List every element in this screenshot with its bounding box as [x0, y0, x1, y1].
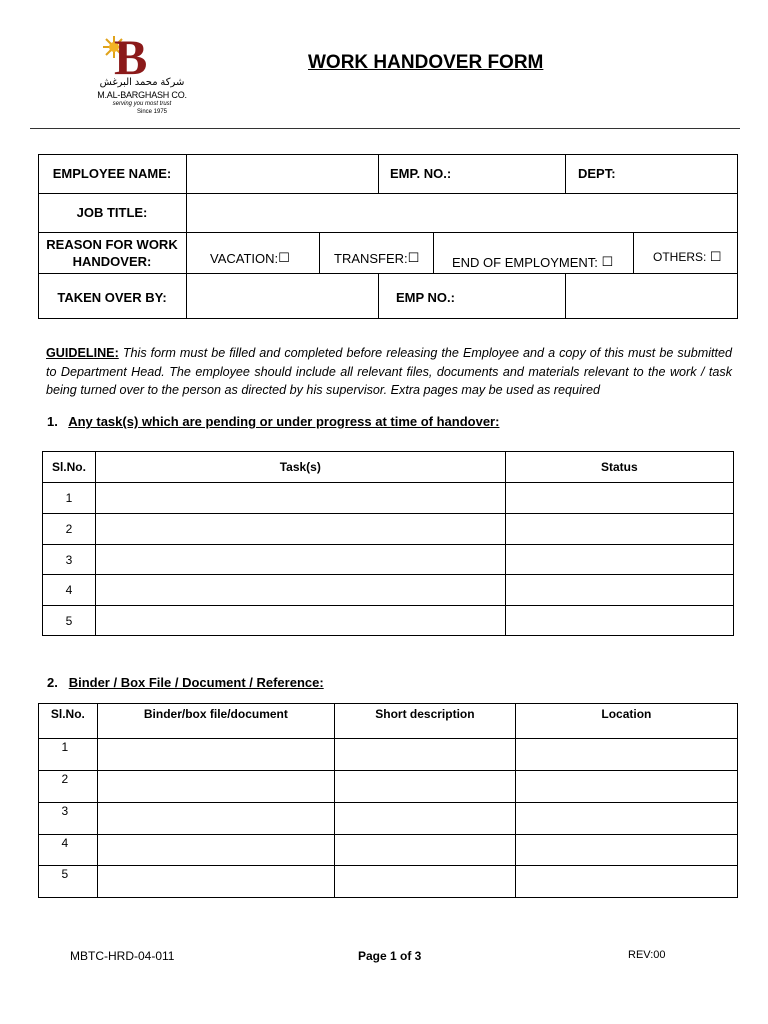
col-header-binder: Binder/box file/document: [97, 704, 334, 739]
company-logo: [92, 29, 187, 120]
job-title-label: JOB TITLE:: [76, 205, 148, 220]
task-cell[interactable]: [95, 483, 505, 514]
location-cell[interactable]: [515, 803, 737, 835]
col-header-description: Short description: [335, 704, 516, 739]
binder-cell[interactable]: [97, 771, 334, 803]
end-of-employment-option[interactable]: [452, 254, 613, 271]
taken-over-by-field[interactable]: [188, 276, 377, 317]
col-header-slno: Sl.No.: [39, 704, 98, 739]
binder-cell[interactable]: [97, 739, 334, 771]
transfer-checkbox[interactable]: ☐: [407, 251, 420, 266]
table-row: [39, 866, 738, 898]
emp-no-field-2[interactable]: [567, 276, 736, 317]
row-number: 2: [39, 771, 98, 803]
section2-heading: [47, 675, 324, 690]
table-row: [43, 514, 734, 545]
description-cell[interactable]: [335, 739, 516, 771]
taken-over-by-label: TAKEN OVER BY:: [57, 290, 167, 305]
others-checkbox[interactable]: ☐: [709, 250, 722, 265]
task-cell[interactable]: [95, 606, 505, 636]
pending-tasks-table: [42, 451, 734, 636]
status-cell[interactable]: [505, 575, 733, 606]
col-divider: [378, 273, 379, 319]
others-label: OTHERS:: [653, 250, 707, 264]
footer-revision: REV:00: [628, 949, 666, 961]
guideline-label: GUIDELINE:: [46, 346, 119, 360]
vacation-label: VACATION:: [210, 251, 279, 266]
table-row: [39, 771, 738, 803]
job-title-field[interactable]: [188, 195, 736, 231]
task-cell[interactable]: [95, 575, 505, 606]
end-of-employment-label: END OF EMPLOYMENT:: [452, 255, 598, 270]
table-header-row: [43, 452, 734, 483]
logo-letter: B: [114, 29, 148, 85]
col-divider: [186, 232, 187, 273]
logo-company-name: M.AL-BARGHASH CO.: [97, 90, 187, 100]
row-number: 1: [43, 483, 96, 514]
location-cell[interactable]: [515, 866, 737, 898]
description-cell[interactable]: [335, 771, 516, 803]
section2-title: Binder / Box File / Document / Reference:: [68, 675, 324, 690]
emp-no-label-2: EMP NO.:: [396, 290, 455, 305]
reason-label: REASON FOR WORK HANDOVER:: [46, 236, 178, 269]
row-number: 1: [39, 739, 98, 771]
table-row: [39, 803, 738, 835]
col-divider: [565, 273, 566, 319]
section1-number: 1.: [47, 414, 58, 429]
location-cell[interactable]: [515, 739, 737, 771]
col-divider: [565, 154, 566, 193]
row-number: 3: [43, 545, 96, 575]
binder-documents-table: [38, 703, 738, 898]
task-cell[interactable]: [95, 514, 505, 545]
table-row: [43, 575, 734, 606]
table-row: [43, 545, 734, 575]
task-cell[interactable]: [95, 545, 505, 575]
vacation-checkbox[interactable]: ☐: [278, 251, 290, 266]
transfer-option[interactable]: [334, 250, 419, 267]
status-cell[interactable]: [505, 483, 733, 514]
col-divider: [186, 273, 187, 319]
row-number: 5: [43, 606, 96, 636]
binder-cell[interactable]: [97, 835, 334, 866]
logo-since: Since 1975: [136, 109, 168, 115]
col-divider: [378, 154, 379, 193]
col-divider: [319, 232, 320, 273]
row-number: 5: [39, 866, 98, 898]
description-cell[interactable]: [335, 835, 516, 866]
description-cell[interactable]: [335, 866, 516, 898]
section1-heading: [47, 414, 499, 429]
footer-page-number: Page 1 of 3: [358, 949, 422, 963]
footer-doc-code: MBTC-HRD-04-011: [70, 949, 175, 963]
col-header-status: Status: [505, 452, 733, 483]
row-number: 2: [43, 514, 96, 545]
row-number: 3: [39, 803, 98, 835]
col-divider: [633, 232, 634, 273]
status-cell[interactable]: [505, 514, 733, 545]
col-header-tasks: Task(s): [95, 452, 505, 483]
employee-name-label: EMPLOYEE NAME:: [52, 166, 172, 181]
dept-label: DEPT:: [578, 166, 616, 181]
col-divider: [433, 232, 434, 273]
transfer-label: TRANSFER:: [334, 251, 408, 266]
section2-number: 2.: [47, 675, 58, 690]
header-divider: [30, 128, 740, 129]
guideline-text: This form must be filled and completed before releasing the Employee and a copy of this must be submitted to Department Head. The employee should include all relevant files, documents and materials relevant to the work / task being turned over to the person as directed by his supervisor. Extra pages may be used as required: [46, 346, 732, 397]
status-cell[interactable]: [505, 545, 733, 575]
col-divider: [186, 154, 187, 233]
end-of-employment-checkbox[interactable]: ☐: [601, 255, 614, 270]
location-cell[interactable]: [515, 835, 737, 866]
location-cell[interactable]: [515, 771, 737, 803]
description-cell[interactable]: [335, 803, 516, 835]
row-number: 4: [39, 835, 98, 866]
table-row: [39, 835, 738, 866]
guideline-paragraph: [46, 344, 732, 400]
table-row: [43, 483, 734, 514]
row-divider: [38, 273, 738, 274]
others-option[interactable]: [653, 249, 721, 266]
binder-cell[interactable]: [97, 866, 334, 898]
col-header-slno: Sl.No.: [43, 452, 96, 483]
binder-cell[interactable]: [97, 803, 334, 835]
status-cell[interactable]: [505, 606, 733, 636]
col-header-location: Location: [515, 704, 737, 739]
logo-tagline: serving you most trust: [112, 101, 172, 107]
table-row: [43, 606, 734, 636]
vacation-option[interactable]: [210, 250, 290, 267]
table-header-row: [39, 704, 738, 739]
row-number: 4: [43, 575, 96, 606]
table-row: [39, 739, 738, 771]
form-title: WORK HANDOVER FORM: [308, 52, 544, 73]
section1-title: Any task(s) which are pending or under progress at time of handover:: [68, 414, 500, 429]
emp-no-label: EMP. NO.:: [390, 166, 452, 181]
logo-arabic-name: شركة محمد البرغش: [99, 77, 185, 88]
employee-name-field[interactable]: [188, 156, 377, 192]
